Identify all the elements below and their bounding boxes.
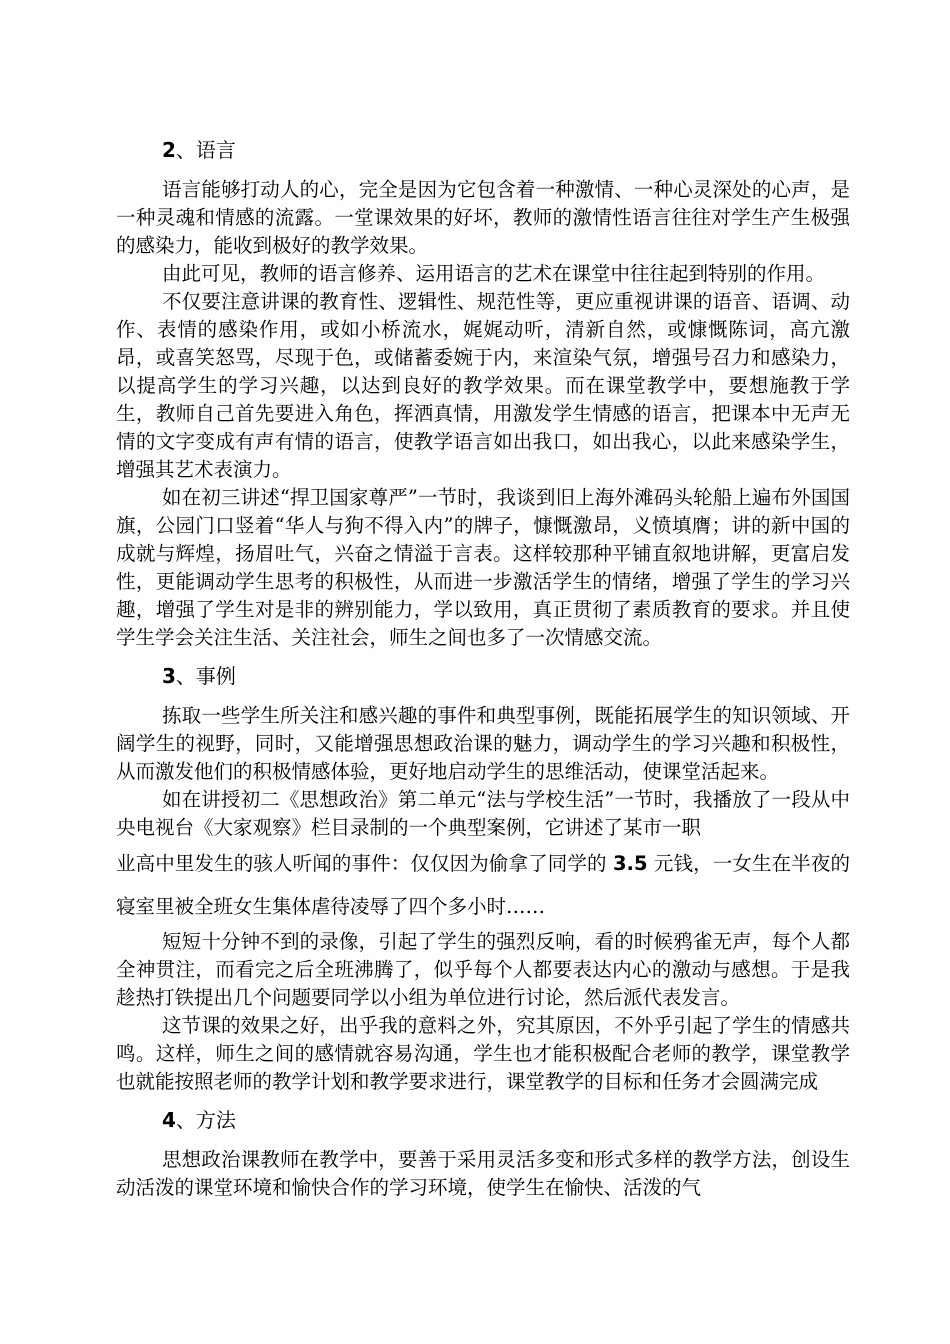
- section-heading-examples: [116, 662, 850, 690]
- heading-text: 、事例: [175, 664, 236, 688]
- paragraph: 这节课的效果之好，出乎我的意料之外，究其原因，不外乎引起了学生的情感共鸣。这样，师生之间的感情就容易沟通，学生也才能积极配合老师的教学，课堂教学也就能按照老师的教学计划和教学要求进行，课堂教学的目标和任务才会圆满完成: [116, 1014, 850, 1093]
- paragraph-text-part: 元钱，一女生在半夜的寝室里被全班女生集体虐待凌辱了四个多小时……: [116, 852, 850, 918]
- paragraph: 不仅要注意讲课的教育性、逻辑性、规范性等，更应重视讲课的语音、语调、动作、表情的感染作用，或如小桥流水，娓娓动听，清新自然，或慷慨陈词，高亢激昂，或喜笑怒骂，尽现于色，或储蓄委婉于内，来渲染气氛，增强号召力和感染力，以提高学生的学习兴趣，以达到良好的教学效果。而在课堂教学中，要想施教于学生，教师自己首先要进入角色，挥洒真情，用激发学生情感的语言，把课本中无声无情的文字变成有声有情的语言，使教学语言如出我口，如出我心，以此来感染学生，增强其艺术表演力。: [116, 290, 850, 481]
- paragraph: 语言能够打动人的心，完全是因为它包含着一种激情、一种心灵深处的心声，是一种灵魂和情感的流露。一堂课效果的好坏，教师的激情性语言往往对学生产生极强的感染力，能收到极好的教学效果。: [116, 178, 850, 257]
- paragraph-case-description: [116, 842, 850, 928]
- section-heading-methods: [116, 1106, 850, 1134]
- amount-number: 3.5: [612, 852, 648, 875]
- paragraph: 短短十分钟不到的录像，引起了学生的强烈反响，看的时候鸦雀无声，每个人都全神贯注，而看完之后全班沸腾了，似乎每个人都要表达内心的激动与感想。于是我趁热打铁提出几个问题要同学以小组为单位进行讨论，然后派代表发言。: [116, 930, 850, 1009]
- heading-text: 、语言: [175, 138, 236, 162]
- paragraph: 由此可见，教师的语言修养、运用语言的艺术在课堂中往往起到特别的作用。: [162, 262, 826, 285]
- document-body: [116, 136, 850, 1202]
- paragraph-text-part: 业高中里发生的骇人听闻的事件：仅仅因为偷拿了同学的: [116, 852, 613, 875]
- heading-number: 3: [162, 664, 176, 688]
- heading-number: 4: [162, 1108, 176, 1132]
- paragraph: 如在初三讲述“捍卫国家尊严”一节时，我谈到旧上海外滩码头轮船上遍布外国国旗，公园门口竖着“华人与狗不得入内”的牌子，慷慨激昂，义愤填膺；讲的新中国的成就与辉煌，扬眉吐气，兴奋之情溢于言表。这样较那种平铺直叙地讲解，更富启发性，更能调动学生思考的积极性，从而进一步激活学生的情绪，增强了学生的学习兴趣，增强了学生对是非的辨别能力，学以致用，真正贯彻了素质教育的要求。并且使学生学会关注生活、关注社会，师生之间也多了一次情感交流。: [116, 486, 850, 649]
- heading-text: 、方法: [175, 1108, 236, 1132]
- paragraph: 思想政治课教师在教学中，要善于采用灵活多变和形式多样的教学方法，创设生动活泼的课堂环境和愉快合作的学习环境，使学生在愉快、活泼的气: [116, 1148, 850, 1199]
- heading-number: 2: [162, 138, 176, 162]
- section-heading-language: [116, 136, 850, 164]
- paragraph: 拣取一些学生所关注和感兴趣的事件和典型事例，既能拓展学生的知识领域、开阔学生的视野，同时，又能增强思想政治课的魅力，调动学生的学习兴趣和积极性，从而激发他们的积极情感体验，更好地启动学生的思维活动，使课堂活起来。: [116, 704, 850, 783]
- paragraph: 如在讲授初二《思想政治》第二单元“法与学校生活”一节时，我播放了一段从中央电视台《大家观察》栏目录制的一个典型案例，它讲述了某市一职: [116, 788, 850, 839]
